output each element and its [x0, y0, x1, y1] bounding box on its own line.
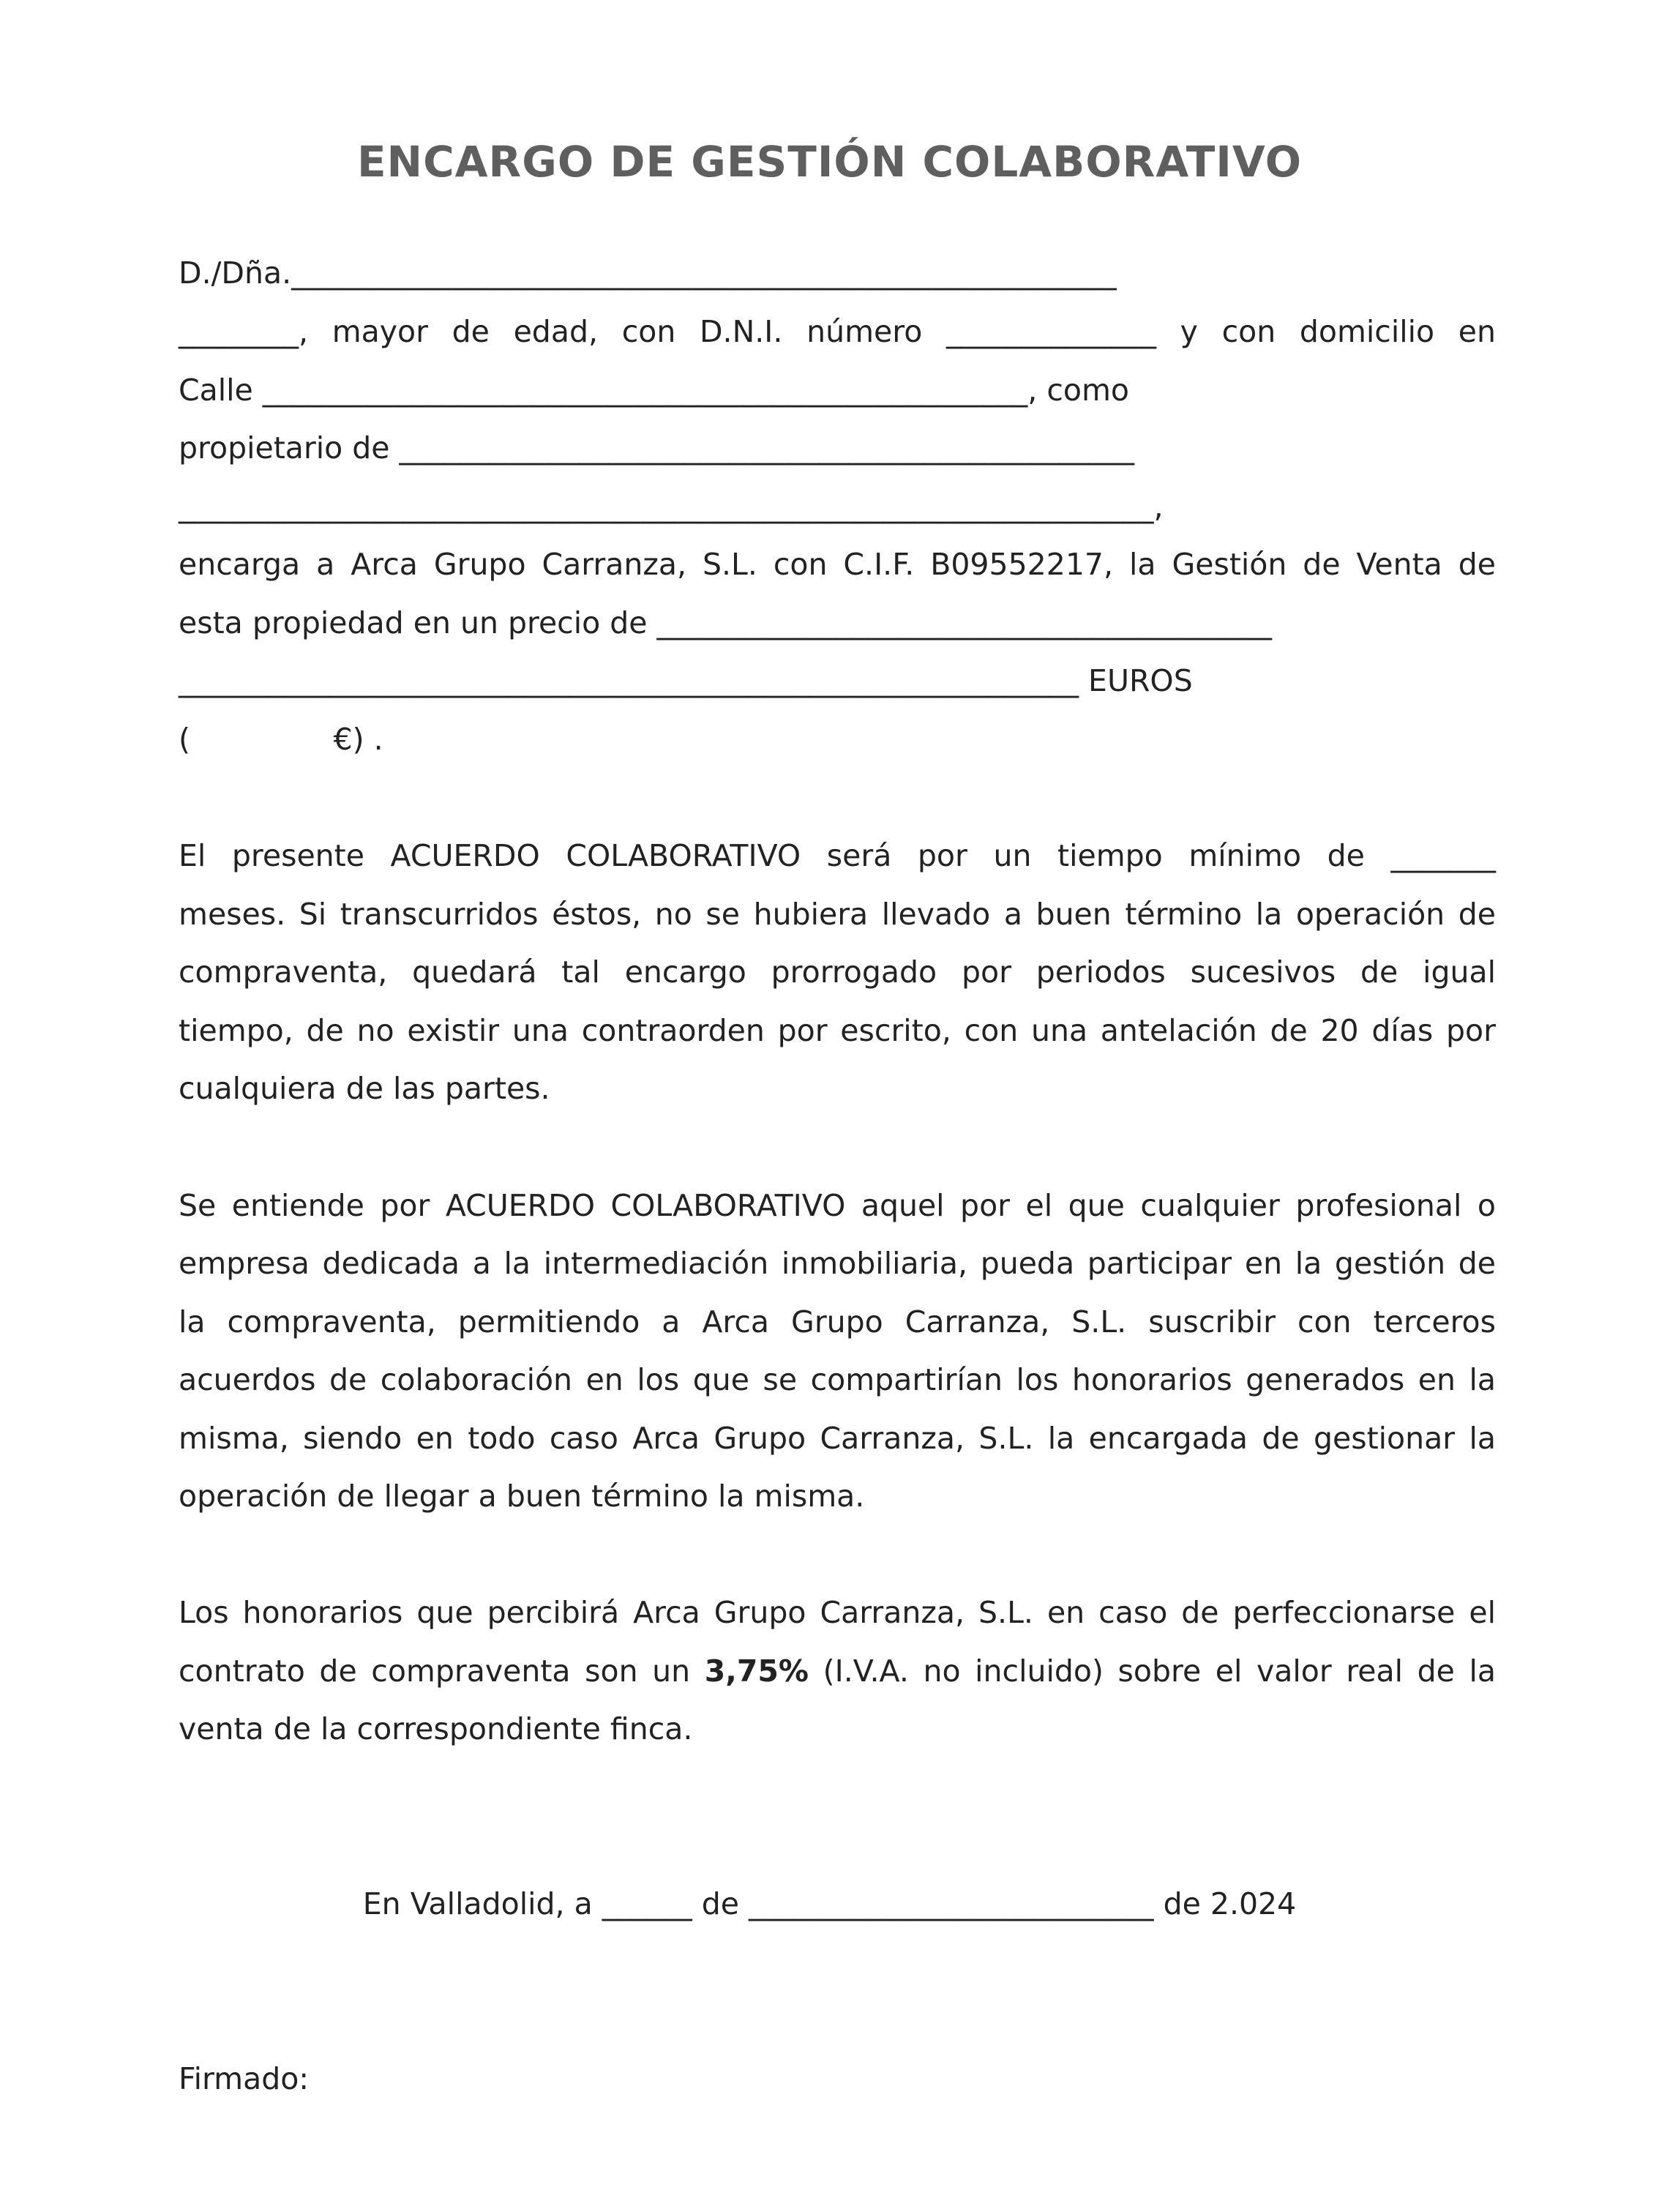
intro-dni-line: ________, mayor de edad, con D.N.I. número ______________ y con domicilio en: [179, 314, 1496, 349]
document-title: ENCARGO DE GESTIÓN COLABORATIVO: [356, 137, 1303, 187]
intro-assign-line: encarga a Arca Grupo Carranza, S.L. con C.I.F. B09552217, la Gestión de Venta de: [179, 547, 1496, 582]
duration-line-4: tiempo, de no existir una contraorden por escrito, con una antelación de 20 días por: [179, 1013, 1496, 1048]
intro-price-line: esta propiedad en un precio de _________________________________________: [179, 605, 1273, 640]
intro-amount-line: ( €) .: [179, 722, 383, 757]
fees-line-1: Los honorarios que percibirá Arca Grupo Carranza, S.L. en caso de perfeccionarse el: [179, 1595, 1496, 1630]
duration-line-2: meses. Si transcurridos éstos, no se hubiera llevado a buen término la operación de: [179, 897, 1496, 932]
intro-property-line: _________________________________________________________________,: [179, 489, 1164, 524]
intro-street-line: Calle ___________________________________________________, como: [179, 373, 1130, 408]
intro-name-line: D./Dña._______________________________________________________: [179, 255, 1117, 291]
fees-line-3: venta de la correspondiente finca.: [179, 1711, 693, 1746]
duration-line-3: compraventa, quedará tal encargo prorrogado por periodos sucesivos de igual: [179, 954, 1496, 990]
place-date-line: En Valladolid, a ______ de ___________________________ de 2.024: [362, 1886, 1297, 1921]
duration-line-5: cualquiera de las partes.: [179, 1071, 550, 1106]
definition-line-6: operación de llegar a buen término la misma.: [179, 1479, 865, 1514]
duration-line-1: El presente ACUERDO COLABORATIVO será por un tiempo mínimo de _______: [179, 838, 1496, 873]
fees-line-2-end: (I.V.A. no incluido) sobre el valor real de la: [809, 1654, 1497, 1689]
fees-line-2: [179, 1651, 1496, 1692]
intro-owner-line: propietario de _________________________________________________: [179, 430, 1135, 466]
signature-label: Firmado:: [179, 2061, 310, 2096]
intro-euros-line: ____________________________________________________________ EUROS: [179, 663, 1193, 698]
definition-line-5: misma, siendo en todo caso Arca Grupo Carranza, S.L. la encargada de gestionar la: [179, 1421, 1496, 1456]
fee-percentage: 3,75%: [704, 1654, 809, 1689]
definition-line-1: Se entiende por ACUERDO COLABORATIVO aquel por el que cualquier profesional o: [179, 1188, 1496, 1223]
definition-line-2: empresa dedicada a la intermediación inmobiliaria, pueda participar en la gestión de: [179, 1246, 1496, 1281]
definition-line-4: acuerdos de colaboración en los que se compartirían los honorarios generados en la: [179, 1362, 1496, 1397]
definition-line-3: la compraventa, permitiendo a Arca Grupo Carranza, S.L. suscribir con terceros: [179, 1304, 1496, 1339]
fees-line-2-start: contrato de compraventa son un: [179, 1654, 705, 1689]
